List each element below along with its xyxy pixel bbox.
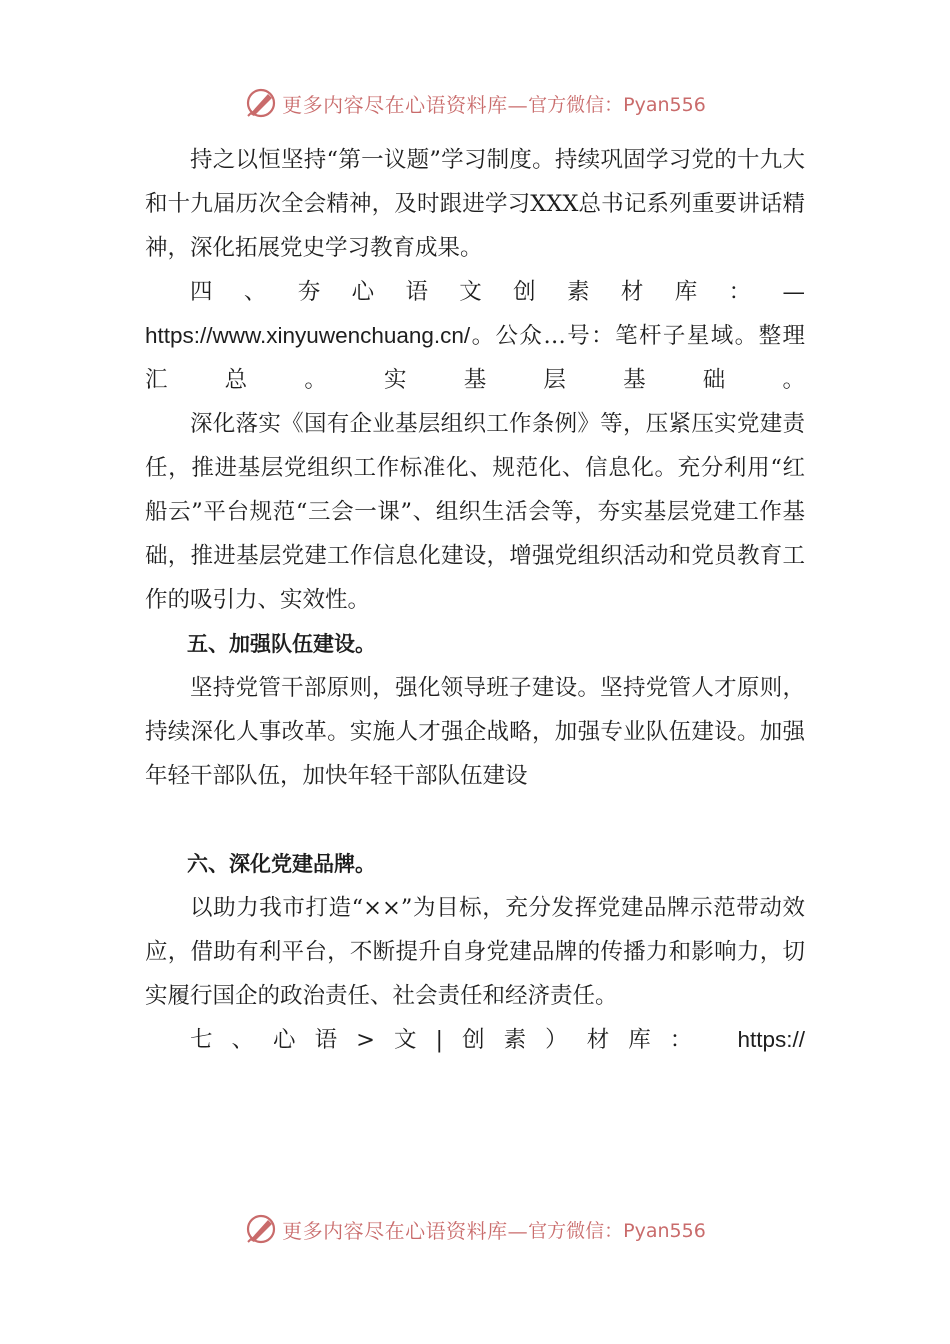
document-body xyxy=(145,138,805,1062)
pen-logo-icon xyxy=(244,1212,278,1246)
watermark-banner-bottom xyxy=(0,1209,950,1249)
section-6-heading: 六、深化党建品牌。 xyxy=(187,852,376,876)
paragraph-7-heading: 七、心语>文|创素）材库： xyxy=(190,1027,712,1053)
paragraph-3: 深化落实《国有企业基层组织工作条例》等，压紧压实党建责任，推进基层党组织工作标准化、规范化、信息化。充分利用“红船云”平台规范“三会一课”、组织生活会等，夯实基层党建工作基础，推进基层党建工作信息化建设，增强党组织活动和党员教育工作的吸引力、实效性。 xyxy=(145,411,805,613)
watermark-text: 更多内容尽在心语资料库— xyxy=(282,1218,529,1243)
paragraph-6: 以助力我市打造“××”为目标，充分发挥党建品牌示范带动效应，借助有利平台，不断提升自身党建品牌的传播力和影响力，切实履行国企的政治责任、社会责任和经济责任。 xyxy=(145,895,805,1009)
paragraph-5: 坚持党管干部原则，强化领导班子建设。坚持党管人才原则，持续深化人事改革。实施人才强企战略，加强专业队伍建设。加强年轻干部队伍，加快年轻干部队伍建设 xyxy=(145,675,805,789)
paragraph-2-rest: 。公众…号：笔杆子星域。整理汇总。实基层基础。 xyxy=(145,323,805,393)
watermark-banner-top xyxy=(0,83,950,123)
paragraph-1: 持之以恒坚持“第一议题”学习制度。持续巩固学习党的十九大和十九届历次全会精神，及时跟进学习XXX总书记系列重要讲话精神，深化拓展党史学习教育成果。 xyxy=(145,147,805,261)
paragraph-7 xyxy=(145,1018,805,1062)
watermark-wechat: 官方微信：Pyan556 xyxy=(528,1219,706,1242)
watermark-text: 更多内容尽在心语资料库— xyxy=(282,92,529,117)
section-5-heading: 五、加强队伍建设。 xyxy=(187,632,376,656)
paragraph-2-url[interactable]: https://www.xinyuwenchuang.cn/ xyxy=(145,323,471,348)
pen-logo-icon xyxy=(244,86,278,120)
watermark-wechat: 官方微信：Pyan556 xyxy=(528,93,706,116)
paragraph-2 xyxy=(145,270,805,402)
paragraph-2-heading: 四、夯心语文创素材库：— xyxy=(190,279,805,305)
blank-line xyxy=(145,798,805,842)
paragraph-7-url[interactable]: https:// xyxy=(737,1027,806,1052)
